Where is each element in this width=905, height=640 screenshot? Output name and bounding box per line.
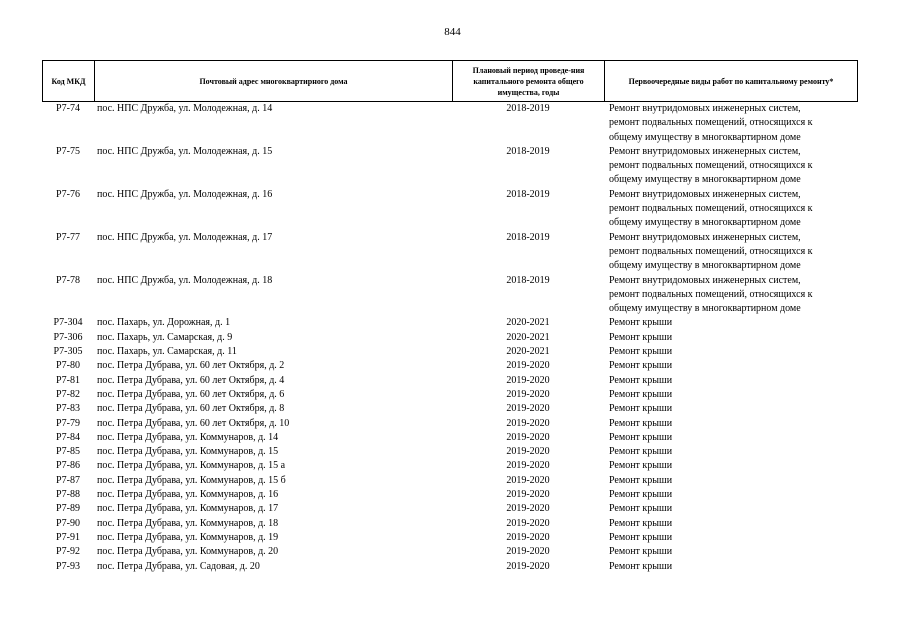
repair-works-line: Ремонт крыши bbox=[609, 446, 673, 458]
repair-works-line: общему имуществу в многоквартирном доме bbox=[609, 303, 801, 315]
repair-works-line: Ремонт крыши bbox=[609, 388, 673, 400]
mkd-code: Р7-74 bbox=[56, 103, 80, 114]
table-row bbox=[42, 488, 858, 502]
mkd-address: пос. Петра Дубрава, ул. 60 лет Октября, д. 4 bbox=[97, 374, 285, 386]
table-row bbox=[42, 517, 858, 531]
repair-works bbox=[604, 502, 858, 516]
mkd-address: пос. НПС Дружба, ул. Молодежная, д. 14 bbox=[97, 103, 273, 114]
repair-works-line: Ремонт крыши bbox=[609, 489, 673, 501]
repair-works bbox=[604, 188, 858, 231]
mkd-address: пос. Петра Дубрава, ул. 60 лет Октября, д. 2 bbox=[97, 360, 285, 372]
repair-works-line: Ремонт крыши bbox=[609, 517, 673, 529]
repair-works bbox=[604, 102, 858, 145]
mkd-address: пос. Петра Дубрава, ул. 60 лет Октября, д. 6 bbox=[97, 388, 285, 400]
table-header bbox=[42, 60, 858, 102]
mkd-code: Р7-77 bbox=[56, 231, 80, 243]
mkd-address: пос. НПС Дружба, ул. Молодежная, д. 16 bbox=[97, 188, 273, 200]
mkd-code: Р7-304 bbox=[53, 317, 83, 329]
mkd-code: Р7-85 bbox=[56, 446, 80, 458]
repair-works-line: Ремонт внутридомовых инженерных систем, bbox=[609, 231, 801, 243]
repair-period: 2020-2021 bbox=[506, 317, 550, 329]
repair-works-line: Ремонт крыши bbox=[609, 546, 673, 558]
repair-works-line: общему имуществу в многоквартирном доме bbox=[609, 174, 801, 186]
table-row bbox=[42, 502, 858, 516]
repair-period: 2019-2020 bbox=[506, 431, 550, 443]
table-row bbox=[42, 417, 858, 431]
repair-works bbox=[604, 431, 858, 445]
table-row bbox=[42, 345, 858, 359]
mkd-address: пос. Петра Дубрава, ул. 60 лет Октября, д. 8 bbox=[97, 403, 285, 415]
header-period: Плановый период проведе-ния капитального ремонта общего имущества, годы bbox=[452, 61, 604, 101]
repair-works-line: ремонт подвальных помещений, относящихся к bbox=[609, 117, 813, 129]
table-row bbox=[42, 102, 858, 145]
repair-works-line: ремонт подвальных помещений, относящихся к bbox=[609, 245, 813, 257]
mkd-code: Р7-82 bbox=[56, 388, 80, 400]
repair-works-line: Ремонт крыши bbox=[609, 317, 673, 329]
repair-works bbox=[604, 488, 858, 502]
repair-table bbox=[42, 60, 858, 574]
mkd-address: пос. Петра Дубрава, ул. 60 лет Октября, д. 10 bbox=[97, 417, 290, 429]
repair-period: 2018-2019 bbox=[506, 231, 550, 243]
mkd-code: Р7-305 bbox=[53, 346, 83, 358]
page-number: 844 bbox=[444, 26, 461, 38]
repair-works-line: Ремонт крыши bbox=[609, 417, 673, 429]
table-row bbox=[42, 459, 858, 473]
table-row bbox=[42, 188, 858, 231]
repair-period: 2019-2020 bbox=[506, 531, 550, 543]
table-row bbox=[42, 331, 858, 345]
repair-works bbox=[604, 359, 858, 373]
mkd-address: пос. НПС Дружба, ул. Молодежная, д. 18 bbox=[97, 274, 273, 286]
repair-period: 2019-2020 bbox=[506, 388, 550, 400]
mkd-code: Р7-78 bbox=[56, 274, 80, 286]
repair-period: 2019-2020 bbox=[506, 360, 550, 372]
mkd-code: Р7-83 bbox=[56, 403, 80, 415]
mkd-code: Р7-79 bbox=[56, 417, 80, 429]
repair-works-line: Ремонт внутридомовых инженерных систем, bbox=[609, 103, 801, 114]
mkd-address: пос. Пахарь, ул. Самарская, д. 9 bbox=[97, 331, 233, 343]
mkd-address: пос. НПС Дружба, ул. Молодежная, д. 15 bbox=[97, 145, 273, 157]
mkd-code: Р7-75 bbox=[56, 145, 80, 157]
repair-works-line: общему имуществу в многоквартирном доме bbox=[609, 260, 801, 272]
header-code: Код МКД bbox=[42, 61, 94, 101]
table-row bbox=[42, 445, 858, 459]
repair-works-line: Ремонт крыши bbox=[609, 360, 673, 372]
repair-works-line: ремонт подвальных помещений, относящихся к bbox=[609, 160, 813, 172]
mkd-code: Р7-86 bbox=[56, 460, 80, 472]
mkd-address: пос. Петра Дубрава, ул. Коммунаров, д. 16 bbox=[97, 489, 279, 501]
mkd-code: Р7-306 bbox=[53, 331, 83, 343]
repair-works bbox=[604, 474, 858, 488]
mkd-code: Р7-84 bbox=[56, 431, 80, 443]
repair-works bbox=[604, 402, 858, 416]
repair-works-line: Ремонт крыши bbox=[609, 560, 673, 572]
mkd-address: пос. Пахарь, ул. Самарская, д. 11 bbox=[97, 346, 237, 358]
repair-period: 2018-2019 bbox=[506, 188, 550, 200]
mkd-code: Р7-88 bbox=[56, 489, 80, 501]
repair-works bbox=[604, 388, 858, 402]
table-row bbox=[42, 359, 858, 373]
mkd-code: Р7-87 bbox=[56, 474, 80, 486]
repair-works-line: Ремонт крыши bbox=[609, 474, 673, 486]
mkd-address: пос. Петра Дубрава, ул. Коммунаров, д. 19 bbox=[97, 531, 279, 543]
repair-works bbox=[604, 316, 858, 330]
repair-works-line: общему имуществу в многоквартирном доме bbox=[609, 217, 801, 229]
mkd-address: пос. НПС Дружба, ул. Молодежная, д. 17 bbox=[97, 231, 273, 243]
repair-period: 2018-2019 bbox=[506, 274, 550, 286]
repair-works-line: Ремонт крыши bbox=[609, 331, 673, 343]
table-row bbox=[42, 431, 858, 445]
mkd-code: Р7-81 bbox=[56, 374, 80, 386]
table-row bbox=[42, 388, 858, 402]
mkd-address: пос. Петра Дубрава, ул. Коммунаров, д. 15 а bbox=[97, 460, 286, 472]
repair-works-line: Ремонт крыши bbox=[609, 431, 673, 443]
header-works: Первоочередные виды работ по капитальному ремонту* bbox=[604, 61, 858, 101]
table-row bbox=[42, 560, 858, 574]
table-row bbox=[42, 374, 858, 388]
repair-works bbox=[604, 545, 858, 559]
repair-period: 2018-2019 bbox=[506, 103, 550, 114]
repair-works-line: общему имуществу в многоквартирном доме bbox=[609, 131, 801, 143]
repair-works-line: ремонт подвальных помещений, относящихся к bbox=[609, 203, 813, 215]
mkd-address: пос. Петра Дубрава, ул. Коммунаров, д. 17 bbox=[97, 503, 279, 515]
repair-period: 2019-2020 bbox=[506, 517, 550, 529]
repair-works bbox=[604, 560, 858, 574]
table-row bbox=[42, 402, 858, 416]
mkd-address: пос. Петра Дубрава, ул. Садовая, д. 20 bbox=[97, 560, 260, 572]
repair-works-line: Ремонт крыши bbox=[609, 346, 673, 358]
repair-works bbox=[604, 345, 858, 359]
repair-works-line: Ремонт крыши bbox=[609, 374, 673, 386]
repair-period: 2019-2020 bbox=[506, 403, 550, 415]
repair-works bbox=[604, 331, 858, 345]
mkd-code: Р7-76 bbox=[56, 188, 80, 200]
repair-period: 2019-2020 bbox=[506, 503, 550, 515]
repair-period: 2018-2019 bbox=[506, 145, 550, 157]
table-row bbox=[42, 531, 858, 545]
repair-period: 2019-2020 bbox=[506, 489, 550, 501]
repair-works-line: Ремонт крыши bbox=[609, 503, 673, 515]
table-row bbox=[42, 316, 858, 330]
repair-works bbox=[604, 417, 858, 431]
mkd-address: пос. Петра Дубрава, ул. Коммунаров, д. 14 bbox=[97, 431, 279, 443]
table-row bbox=[42, 474, 858, 488]
mkd-code: Р7-93 bbox=[56, 560, 80, 572]
header-address: Почтовый адрес многоквартирного дома bbox=[94, 61, 452, 101]
repair-works-line: Ремонт внутридомовых инженерных систем, bbox=[609, 274, 801, 286]
mkd-address: пос. Петра Дубрава, ул. Коммунаров, д. 18 bbox=[97, 517, 279, 529]
repair-period: 2019-2020 bbox=[506, 474, 550, 486]
table-row bbox=[42, 145, 858, 188]
mkd-code: Р7-90 bbox=[56, 517, 80, 529]
repair-works-line: Ремонт крыши bbox=[609, 460, 673, 472]
table-row bbox=[42, 231, 858, 274]
mkd-code: Р7-92 bbox=[56, 546, 80, 558]
mkd-code: Р7-89 bbox=[56, 503, 80, 515]
mkd-code: Р7-91 bbox=[56, 531, 80, 543]
mkd-code: Р7-80 bbox=[56, 360, 80, 372]
repair-period: 2019-2020 bbox=[506, 446, 550, 458]
repair-works-line: Ремонт внутридомовых инженерных систем, bbox=[609, 145, 801, 157]
repair-period: 2019-2020 bbox=[506, 374, 550, 386]
repair-works bbox=[604, 459, 858, 473]
repair-works-line: Ремонт внутридомовых инженерных систем, bbox=[609, 188, 801, 200]
repair-period: 2019-2020 bbox=[506, 546, 550, 558]
table-body bbox=[42, 102, 858, 574]
repair-period: 2019-2020 bbox=[506, 460, 550, 472]
repair-works-line: Ремонт крыши bbox=[609, 531, 673, 543]
repair-works bbox=[604, 445, 858, 459]
repair-works-line: ремонт подвальных помещений, относящихся к bbox=[609, 288, 813, 300]
repair-works bbox=[604, 231, 858, 274]
repair-works bbox=[604, 517, 858, 531]
repair-period: 2019-2020 bbox=[506, 560, 550, 572]
repair-works bbox=[604, 374, 858, 388]
repair-works-line: Ремонт крыши bbox=[609, 403, 673, 415]
repair-period: 2019-2020 bbox=[506, 417, 550, 429]
repair-period: 2020-2021 bbox=[506, 346, 550, 358]
repair-works bbox=[604, 145, 858, 188]
mkd-address: пос. Петра Дубрава, ул. Коммунаров, д. 20 bbox=[97, 546, 279, 558]
table-row bbox=[42, 274, 858, 317]
mkd-address: пос. Петра Дубрава, ул. Коммунаров, д. 15 bbox=[97, 446, 279, 458]
repair-period: 2020-2021 bbox=[506, 331, 550, 343]
mkd-address: пос. Петра Дубрава, ул. Коммунаров, д. 15 б bbox=[97, 474, 286, 486]
repair-works bbox=[604, 274, 858, 317]
repair-works bbox=[604, 531, 858, 545]
table-row bbox=[42, 545, 858, 559]
mkd-address: пос. Пахарь, ул. Дорожная, д. 1 bbox=[97, 317, 231, 329]
